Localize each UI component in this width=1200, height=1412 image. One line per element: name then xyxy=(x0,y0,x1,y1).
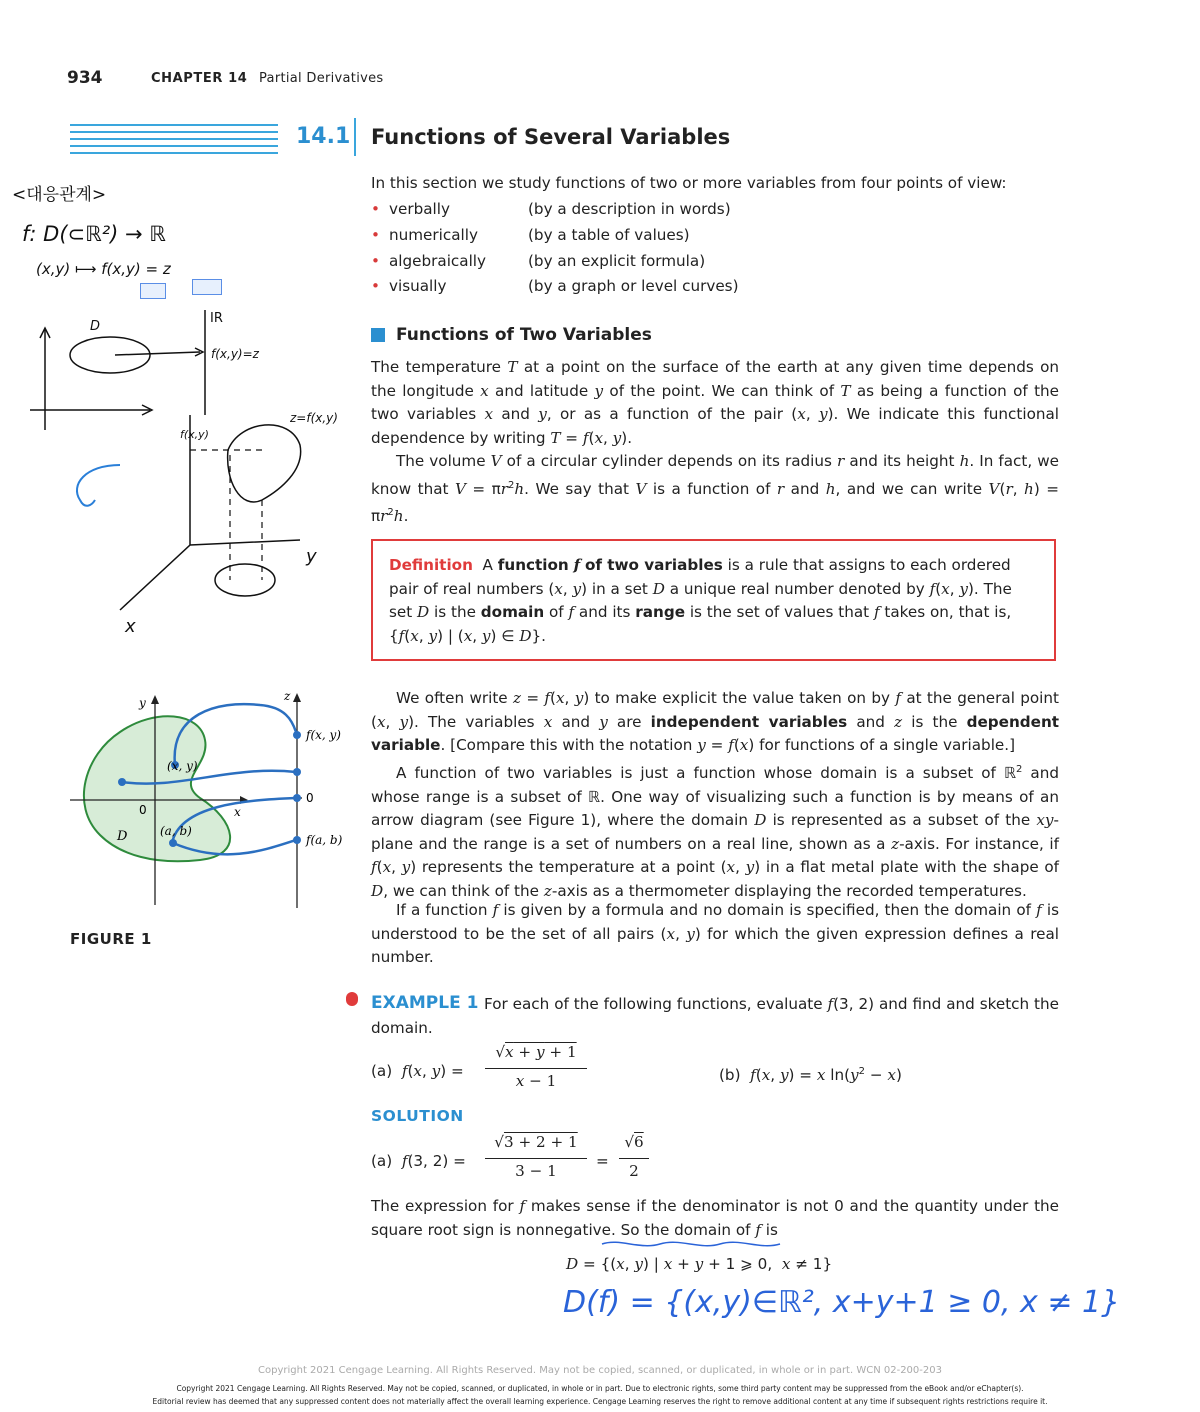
definition-label: Definition xyxy=(389,556,473,574)
view-word: visually xyxy=(389,277,447,295)
view-word: algebraically xyxy=(389,252,487,270)
handwritten-underline xyxy=(600,1236,800,1252)
example-part-b: (b) f(x, y) = x $\ln(y^2 - x)$ xyxy=(719,1066,902,1085)
fab-label: f(a, b) xyxy=(306,833,343,847)
sketch-label: f(x,y)=z xyxy=(211,347,259,361)
figure-1-arrow-diagram xyxy=(60,680,360,915)
handwritten-sketches xyxy=(0,300,370,650)
sketch-axis xyxy=(30,330,150,430)
paragraph-volume: The volume V of a circular cylinder depends on its radius r and its height h. In fact, we know that $V = \pi r^2h$. We say that V is a function of r and h, and we can write V(r, $h) = \pi r^2h$. xyxy=(371,452,1060,526)
fraction-denominator: 3 − 1 xyxy=(515,1162,557,1180)
sketch-label: IR xyxy=(210,311,223,326)
sketch-label-x: x xyxy=(125,616,136,637)
handwritten-note: <대응관계> xyxy=(12,185,107,205)
z-point xyxy=(293,768,301,776)
bullet-icon: • xyxy=(371,252,380,270)
handwritten-korean-2 xyxy=(192,279,222,295)
example-text: For each of the following functions, evaluate f(3, 2) and find and sketch the domain. xyxy=(371,995,1059,1037)
z-arrow-icon xyxy=(293,693,301,702)
copyright-line: Copyright 2021 Cengage Learning. All Rights Reserved. May not be copied, scanned, or duplicated, in whole or in part. Due to electronic rights, some third party content may be suppressed from the eBook and/or eChapter(s). xyxy=(176,1384,1024,1393)
paragraph-notation: We often write z = f(x, y) to make explicit the value taken on by f at the general point (x, y). The variables x and y are independent variables and z is the dependent variable. [Compare this with the notation y = f(x) for functions of a single variable.] xyxy=(371,689,1060,754)
fraction-bar xyxy=(485,1068,587,1069)
z-point-fxy xyxy=(293,731,301,739)
sketch-label-d: D xyxy=(90,319,101,334)
sketch-label: f(x,y) xyxy=(180,428,209,441)
handwritten-map: f: D(⊂ℝ²) → ℝ xyxy=(22,222,166,246)
example-marker-icon xyxy=(346,992,358,1006)
section-rule xyxy=(70,145,278,147)
view-desc: (by an explicit formula) xyxy=(528,252,706,270)
view-desc: (by a table of values) xyxy=(528,226,690,244)
example-part-a: (a) f(x, y) = xyxy=(371,1062,464,1080)
point-xy-label: (x, y) xyxy=(167,759,198,773)
fraction-numerator: √6 xyxy=(624,1133,644,1151)
sketch-3d-axes xyxy=(120,415,300,610)
y-axis-label: y xyxy=(139,696,146,710)
section-rule xyxy=(70,138,278,140)
solution-part-a: (a) f(3, 2) = xyxy=(371,1152,466,1170)
view-desc: (by a description in words) xyxy=(528,200,731,218)
zero-label: 0 xyxy=(306,791,314,805)
point-left xyxy=(118,778,126,786)
sketch-domain xyxy=(70,337,150,373)
section-title: Functions of Several Variables xyxy=(371,125,731,149)
fraction-numerator: √x + y + 1 xyxy=(495,1043,577,1061)
example-label: EXAMPLE 1 xyxy=(371,993,479,1013)
z-point-fab xyxy=(293,836,301,844)
section-divider xyxy=(354,118,356,156)
sketch-label-y: y xyxy=(306,546,317,567)
definition-text: Definition A function f of two variables is a rule that assigns to each ordered pair of real numbers (x, y) in a set D a unique real number denoted by f(x, y). The set D is the domain of f and its range is the set of values that f takes on, that is, {f(x, y) | (x, y) ∈ D}. xyxy=(389,556,1012,645)
bullet-icon: • xyxy=(371,277,380,295)
point-ab xyxy=(169,839,177,847)
handwritten-domain: D(f) = {(x,y)∈ℝ², x+y+1 ≥ 0, x ≠ 1} xyxy=(563,1285,1121,1320)
solution-label: SOLUTION xyxy=(371,1107,464,1125)
fraction-bar xyxy=(485,1158,587,1159)
paragraph-temperature: The temperature T at a point on the surface of the earth at any given time depends on the longitude x and latitude y of the point. We can think of T as being a function of the two variables x and y, or as a function of the pair (x, y). We indicate this functional dependence by writing T = f(x, y). xyxy=(371,358,1060,447)
fraction-denominator: 2 xyxy=(629,1162,639,1180)
z-point xyxy=(293,794,301,802)
y-arrow-icon xyxy=(151,695,159,704)
view-word: numerically xyxy=(389,226,478,244)
z-axis-label: z xyxy=(284,689,291,703)
section-rule xyxy=(70,152,278,154)
handwritten-korean-1 xyxy=(140,283,166,299)
section-number: 14.1 xyxy=(296,124,351,149)
view-desc: (by a graph or level curves) xyxy=(528,277,739,295)
domain-region xyxy=(84,716,230,861)
origin-label: 0 xyxy=(139,803,147,817)
domain-label: D xyxy=(117,829,128,844)
equals-sign: = xyxy=(596,1152,609,1170)
section-rule xyxy=(70,124,278,126)
paragraph-arrow-diagram: A function of two variables is just a function whose domain is a subset of ℝ$^2$ and whose range is a subset of ℝ. One way of visualizing such a function is by means of an arrow diagram (see Figure 1), where the domain D is represented as a subset of the xy-plane and the range is a set of numbers on a real line, shown as a z-axis. For instance, if f(x, y) represents the temperature at a point (x, y) in a flat metal plate with the shape of D, we can think of the z-axis as a thermometer displaying the recorded temperatures. xyxy=(371,764,1059,900)
fraction-denominator: x − 1 xyxy=(515,1072,557,1090)
handwritten-assign: (x,y) ⟼ f(x,y) = z xyxy=(36,260,171,278)
sketch-label: z=f(x,y) xyxy=(290,411,338,425)
sketch-dashed xyxy=(190,450,262,580)
bullet-icon: • xyxy=(371,226,380,244)
sketch-map-arrow xyxy=(115,352,200,355)
copyright-line: Copyright 2021 Cengage Learning. All Rights Reserved. May not be copied, scanned, or duplicated, in whole or in part. WCN 02-200-203 xyxy=(258,1365,942,1376)
fraction-bar xyxy=(619,1158,649,1159)
subsection-title: Functions of Two Variables xyxy=(396,325,652,345)
x-axis-label: x xyxy=(234,805,241,819)
subsection-marker xyxy=(371,328,385,342)
page-number: 934 xyxy=(67,68,103,88)
section-rule xyxy=(70,131,278,133)
sketch-blue-arrow xyxy=(77,465,120,506)
chapter-title: Partial Derivatives xyxy=(259,71,384,86)
fraction-numerator: √3 + 2 + 1 xyxy=(494,1133,578,1151)
bullet-icon: • xyxy=(371,200,380,218)
fxy-label: f(x, y) xyxy=(306,728,341,742)
intro-text: In this section we study functions of two or more variables from four points of view: xyxy=(371,174,1007,192)
paragraph-solution: The expression for f makes sense if the denominator is not 0 and the quantity under the square root sign is nonnegative. So the domain of f is xyxy=(371,1197,1059,1239)
view-word: verbally xyxy=(389,200,450,218)
sketch-surface xyxy=(228,425,301,502)
copyright-line: Editorial review has deemed that any suppressed content does not materially affect the overall learning experience. Cengage Learning reserves the right to remove additional content at any time if subsequent rights restrictions require it. xyxy=(152,1397,1048,1406)
point-ab-label: (a, b) xyxy=(160,824,192,838)
figure-label: FIGURE 1 xyxy=(70,930,152,948)
sketch-base-region xyxy=(215,564,275,596)
chapter-label: CHAPTER 14 xyxy=(151,71,248,86)
domain-formula: D = {(x, y) | x + y + 1 ⩾ 0, x ≠ 1} xyxy=(566,1255,833,1273)
paragraph-domain: If a function f is given by a formula and no domain is specified, then the domain of f is understood to be the set of all pairs (x, y) for which the given expression defines a real number. xyxy=(371,901,1060,966)
